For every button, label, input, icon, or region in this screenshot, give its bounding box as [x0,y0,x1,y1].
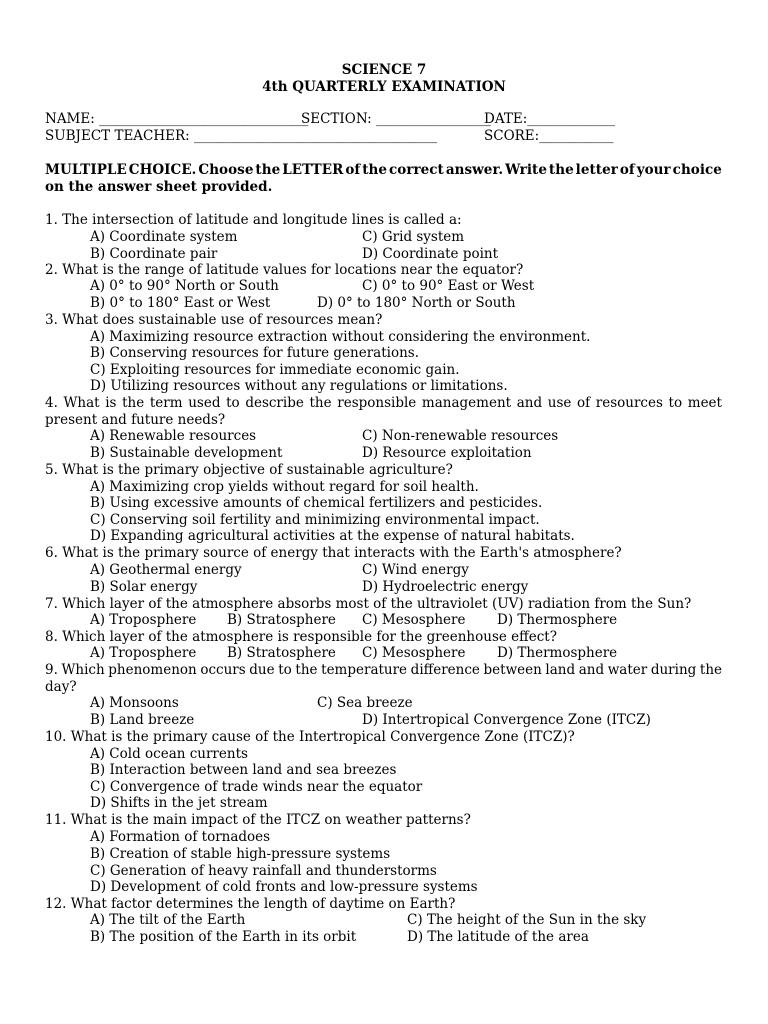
option-5-c: C) Conserving soil fertility and minimizing environmental impact. [90,512,540,528]
option-8-a: A) Troposphere [90,645,197,661]
option-8-b: B) Stratosphere [227,645,336,661]
question-8: 8. Which layer of the atmosphere is responsible for the greenhouse effect? [45,629,557,645]
option-1-d: D) Coordinate point [362,246,499,262]
question-6: 6. What is the primary source of energy that interacts with the Earth's atmosphere? [45,545,622,561]
option-3-c: C) Exploiting resources for immediate economic gain. [90,362,460,378]
date-field-line: DATE:_____________ [484,111,615,127]
question-9-line-1: 9. Which phenomenon occurs due to the temperature difference between land and water during the [45,662,723,678]
option-12-b: B) The position of the Earth in its orbit [90,929,357,945]
option-4-d: D) Resource exploitation [362,445,532,461]
question-3: 3. What does sustainable use of resources mean? [45,312,383,328]
option-7-d: D) Thermosphere [497,612,618,628]
option-8-d: D) Thermosphere [497,645,618,661]
option-10-c: C) Convergence of trade winds near the equator [90,779,423,795]
option-9-c: C) Sea breeze [317,695,413,711]
option-2-d: D) 0° to 180° North or South [317,295,516,311]
question-1: 1. The intersection of latitude and longitude lines is called a: [45,212,462,228]
option-11-a: A) Formation of tornadoes [90,829,271,845]
option-2-b: B) 0° to 180° East or West [90,295,271,311]
option-6-d: D) Hydroelectric energy [362,579,529,595]
option-12-c: C) The height of the Sun in the sky [407,912,647,928]
option-3-a: A) Maximizing resource extraction without considering the environment. [90,329,591,345]
question-2: 2. What is the range of latitude values for locations near the equator? [45,262,524,278]
option-11-d: D) Development of cold fronts and low-pressure systems [90,879,478,895]
score-field-line: SCORE:___________ [484,128,614,144]
option-9-b: B) Land breeze [90,712,195,728]
option-6-c: C) Wind energy [362,562,469,578]
option-11-b: B) Creation of stable high-pressure systems [90,846,391,862]
option-7-b: B) Stratosphere [227,612,336,628]
option-4-a: A) Renewable resources [90,428,257,444]
option-4-b: B) Sustainable development [90,445,283,461]
question-5: 5. What is the primary objective of sustainable agriculture? [45,462,453,478]
question-4-line-2: present and future needs? [45,412,226,428]
instructions-line-2: on the answer sheet provided. [45,179,273,195]
option-1-c: C) Grid system [362,229,465,245]
option-5-b: B) Using excessive amounts of chemical fertilizers and pesticides. [90,495,543,511]
option-4-c: C) Non-renewable resources [362,428,559,444]
exam-title: SCIENCE 7 [341,62,427,78]
option-1-a: A) Coordinate system [90,229,238,245]
question-7: 7. Which layer of the atmosphere absorbs most of the ultraviolet (UV) radiation from the Sun? [45,596,692,612]
option-10-a: A) Cold ocean currents [90,746,248,762]
option-12-a: A) The tilt of the Earth [90,912,246,928]
option-7-a: A) Troposphere [90,612,197,628]
option-8-c: C) Mesosphere [362,645,466,661]
option-6-a: A) Geothermal energy [90,562,242,578]
option-10-b: B) Interaction between land and sea breezes [90,762,397,778]
question-4-line-1: 4. What is the term used to describe the responsible management and use of resources to meet [45,395,722,411]
option-11-c: C) Generation of heavy rainfall and thunderstorms [90,863,437,879]
section-field-line: SECTION: _________________ [301,111,491,127]
teacher-field-line: SUBJECT TEACHER: ____________________________________ [45,128,438,144]
option-2-c: C) 0° to 90° East or West [362,278,535,294]
option-1-b: B) Coordinate pair [90,246,218,262]
option-3-b: B) Conserving resources for future generations. [90,345,420,361]
option-5-a: A) Maximizing crop yields without regard for soil health. [90,479,479,495]
option-9-d: D) Intertropical Convergence Zone (ITCZ) [362,712,651,728]
option-5-d: D) Expanding agricultural activities at the expense of natural habitats. [90,528,575,544]
option-2-a: A) 0° to 90° North or South [90,278,279,294]
exam-subtitle: 4th QUARTERLY EXAMINATION [262,79,506,95]
question-9-line-2: day? [45,679,77,695]
option-3-d: D) Utilizing resources without any regulations or limitations. [90,378,508,394]
option-9-a: A) Monsoons [90,695,179,711]
question-10: 10. What is the primary cause of the Intertropical Convergence Zone (ITCZ)? [45,729,575,745]
option-7-c: C) Mesosphere [362,612,466,628]
option-10-d: D) Shifts in the jet stream [90,795,268,811]
name-field-line: NAME: _______________________________ [45,111,309,127]
option-12-d: D) The latitude of the area [407,929,589,945]
question-11: 11. What is the main impact of the ITCZ on weather patterns? [45,812,471,828]
question-12: 12. What factor determines the length of daytime on Earth? [45,896,456,912]
option-6-b: B) Solar energy [90,579,198,595]
instructions-line-1: MULTIPLE CHOICE. Choose the LETTER of the correct answer. Write the letter of your choice [45,162,722,178]
